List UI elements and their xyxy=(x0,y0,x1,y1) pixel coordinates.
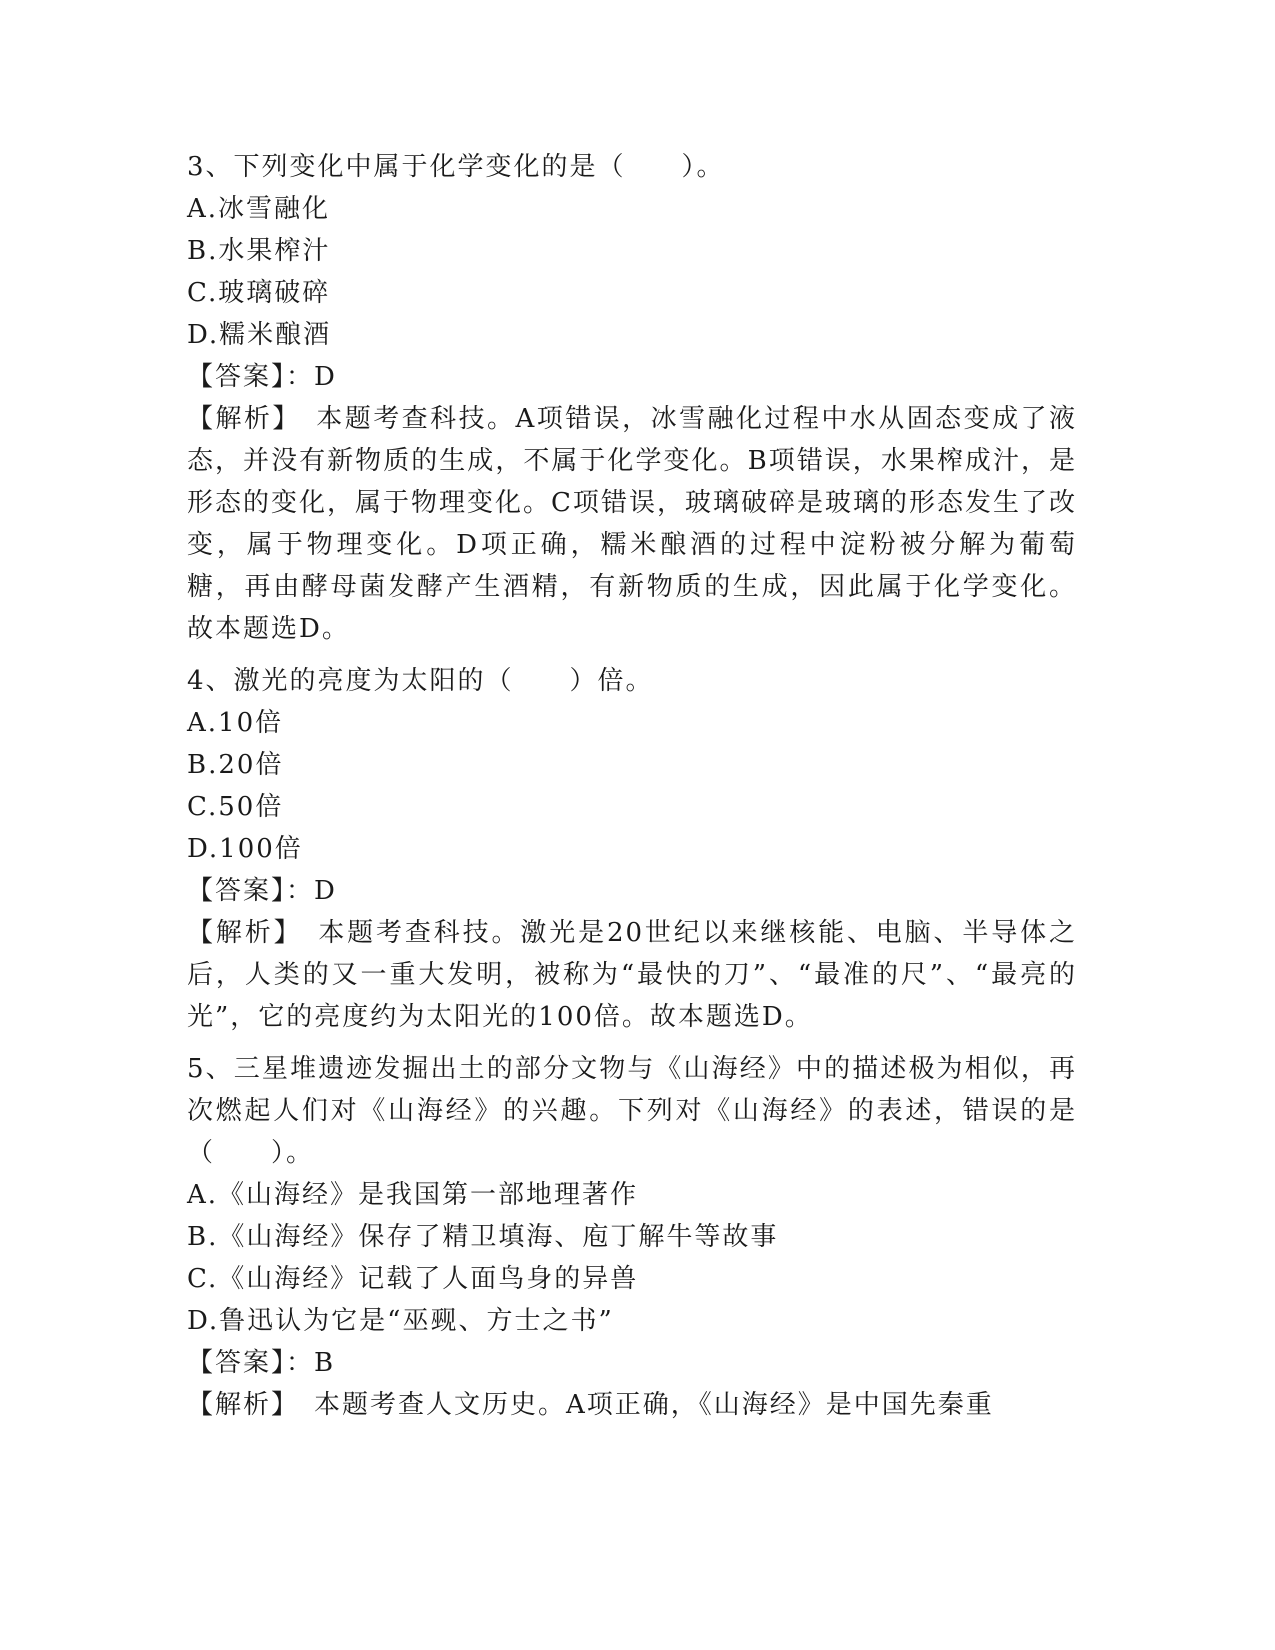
answer: 【答案】：D xyxy=(187,876,337,906)
question-5 xyxy=(187,1048,1077,1426)
question-list xyxy=(187,146,1077,1426)
option-a: A.10倍 xyxy=(187,708,284,738)
option-d: D.糯米酿酒 xyxy=(187,320,332,350)
option-a: A.冰雪融化 xyxy=(187,194,331,224)
question-3 xyxy=(187,146,1077,650)
option-c: C.《山海经》记载了人面鸟身的异兽 xyxy=(187,1264,639,1294)
option-b: B.《山海经》保存了精卫填海、庖丁解牛等故事 xyxy=(187,1222,779,1252)
option-b: B.20倍 xyxy=(187,750,284,780)
question-4 xyxy=(187,660,1077,1038)
analysis: 【解析】 本题考查科技。A项错误，冰雪融化过程中水从固态变成了液态，并没有新物质的生成，不属于化学变化。B项错误，水果榨成汁，是形态的变化，属于物理变化。C项错误，玻璃破碎是玻璃的形态发生了改变，属于物理变化。D项正确，糯米酿酒的过程中淀粉被分解为葡萄糖，再由酵母菌发酵产生酒精，有新物质的生成，因此属于化学变化。故本题选D。 xyxy=(187,404,1077,644)
option-c: C.50倍 xyxy=(187,792,284,822)
option-b: B.水果榨汁 xyxy=(187,236,331,266)
option-d: D.鲁迅认为它是“巫觋、方士之书” xyxy=(187,1306,614,1336)
option-a: A.《山海经》是我国第一部地理著作 xyxy=(187,1180,639,1210)
question-stem: 3、下列变化中属于化学变化的是（ ）。 xyxy=(187,152,725,182)
analysis: 【解析】 本题考查科技。激光是20世纪以来继核能、电脑、半导体之后，人类的又一重大发明，被称为“最快的刀”、“最准的尺”、“最亮的光”，它的亮度约为太阳光的100倍。故本题选D。 xyxy=(187,918,1077,1032)
question-stem: 5、三星堆遗迹发掘出土的部分文物与《山海经》中的描述极为相似，再次燃起人们对《山海经》的兴趣。下列对《山海经》的表述，错误的是（ ）。 xyxy=(187,1054,1077,1168)
answer: 【答案】：B xyxy=(187,1348,336,1378)
analysis: 【解析】 本题考查人文历史。A项正确，《山海经》是中国先秦重 xyxy=(187,1390,994,1420)
option-d: D.100倍 xyxy=(187,834,303,864)
question-stem: 4、激光的亮度为太阳的（ ）倍。 xyxy=(187,666,654,696)
answer: 【答案】：D xyxy=(187,362,337,392)
option-c: C.玻璃破碎 xyxy=(187,278,331,308)
